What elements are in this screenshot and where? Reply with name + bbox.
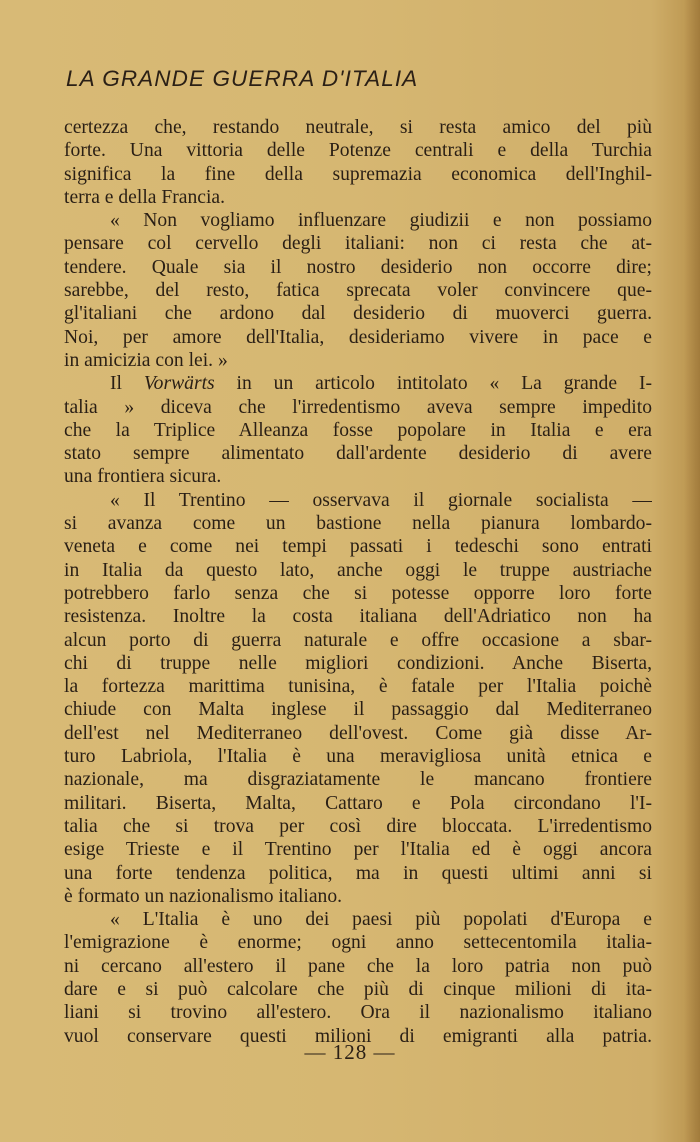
text-line-with-italic <box>64 372 652 395</box>
text-line: l'emigrazione è enorme; ogni anno settecentomila italia- <box>64 932 652 954</box>
text-line: vuol conservare questi milioni di emigranti alla patria. <box>64 1025 652 1047</box>
text-line: pensare col cervello degli italiani: non ci resta che at- <box>64 233 652 255</box>
text-line: dare e si può calcolare che più di cinque milioni di ita- <box>64 978 652 1000</box>
text-line: tendere. Quale sia il nostro desiderio non occorre dire; <box>64 256 652 278</box>
text-line: potrebbero farlo senza che si potesse opporre loro forte <box>64 582 652 604</box>
text-line: liani si trovino all'estero. Ora il nazionalismo italiano <box>64 1002 652 1024</box>
text-line: « Il Trentino — osservava il giornale socialista — <box>110 489 652 511</box>
text-line: si avanza come un bastione nella pianura lombardo- <box>64 513 652 535</box>
body-text <box>64 116 652 1048</box>
newspaper-title: Vorwärts <box>143 373 215 395</box>
text-line: esige Trieste e il Trentino per l'Italia ed è oggi ancora <box>64 839 652 861</box>
paragraph-end-line: è formato un nazionalismo italiano. <box>64 885 343 907</box>
paragraph-end-line: terra e della Francia. <box>64 186 226 208</box>
paragraph-end-line: in amicizia con lei. » <box>64 349 228 371</box>
text-line: forte. Una vittoria delle Potenze centrali e della Turchia <box>64 140 652 162</box>
text-line: la fortezza marittima tunisina, è fatale per l'Italia poichè <box>64 676 652 698</box>
text-line: una forte tendenza politica, ma in questi ultimi anni si <box>64 862 652 884</box>
text-line: gl'italiani che ardono dal desiderio di muoverci guerra. <box>64 303 652 325</box>
text-line: « Non vogliamo influenzare giudizii e non possiamo <box>110 210 652 232</box>
page-edge-shadow <box>684 0 700 1142</box>
text-line: turo Labriola, l'Italia è una meravigliosa unità etnica e <box>64 746 652 768</box>
text-line: in Italia da questo lato, anche oggi le truppe austriache <box>64 559 652 581</box>
text-line: dell'est nel Mediterraneo dell'ovest. Come già disse Ar- <box>64 722 652 744</box>
text-line: chiude con Malta inglese il passaggio dal Mediterraneo <box>64 699 652 721</box>
line-text-before: Il <box>110 373 144 395</box>
text-line: chi di truppe nelle migliori condizioni. Anche Biserta, <box>64 652 652 674</box>
text-line: veneta e come nei tempi passati i tedeschi sono entrati <box>64 536 652 558</box>
text-line: talia che si trova per così dire bloccata. L'irredentismo <box>64 815 652 837</box>
line-text-after: in un articolo intitolato « La grande I- <box>214 373 652 395</box>
running-header: LA GRANDE GUERRA D'ITALIA <box>66 66 419 91</box>
text-line: nazionale, ma disgraziatamente le mancano frontiere <box>64 769 652 791</box>
page-number: — 128 — <box>304 1040 396 1064</box>
text-line: certezza che, restando neutrale, si resta amico del più <box>64 117 652 138</box>
text-line: Noi, per amore dell'Italia, desideriamo vivere in pace e <box>64 326 652 348</box>
text-line: talia » diceva che l'irredentismo aveva sempre impedito <box>64 396 652 418</box>
text-line: resistenza. Inoltre la costa italiana dell'Adriatico non ha <box>64 606 652 628</box>
text-line: che la Triplice Alleanza fosse popolare in Italia e era <box>64 419 652 441</box>
text-line: « L'Italia è uno dei paesi più popolati d'Europa e <box>110 909 652 931</box>
text-line: stato sempre alimentato dall'ardente desiderio di avere <box>64 443 652 465</box>
text-line: significa la fine della supremazia economica dell'Inghil- <box>64 163 652 185</box>
text-line: alcun porto di guerra naturale e offre occasione a sbar- <box>64 629 652 651</box>
paragraph-end-line: una frontiera sicura. <box>64 466 222 488</box>
text-line: sarebbe, del resto, fatica sprecata voler convincere que- <box>64 280 652 302</box>
text-line: ni cercano all'estero il pane che la loro patria non può <box>64 955 652 977</box>
text-line: militari. Biserta, Malta, Cattaro e Pola circondano l'I- <box>64 792 652 814</box>
